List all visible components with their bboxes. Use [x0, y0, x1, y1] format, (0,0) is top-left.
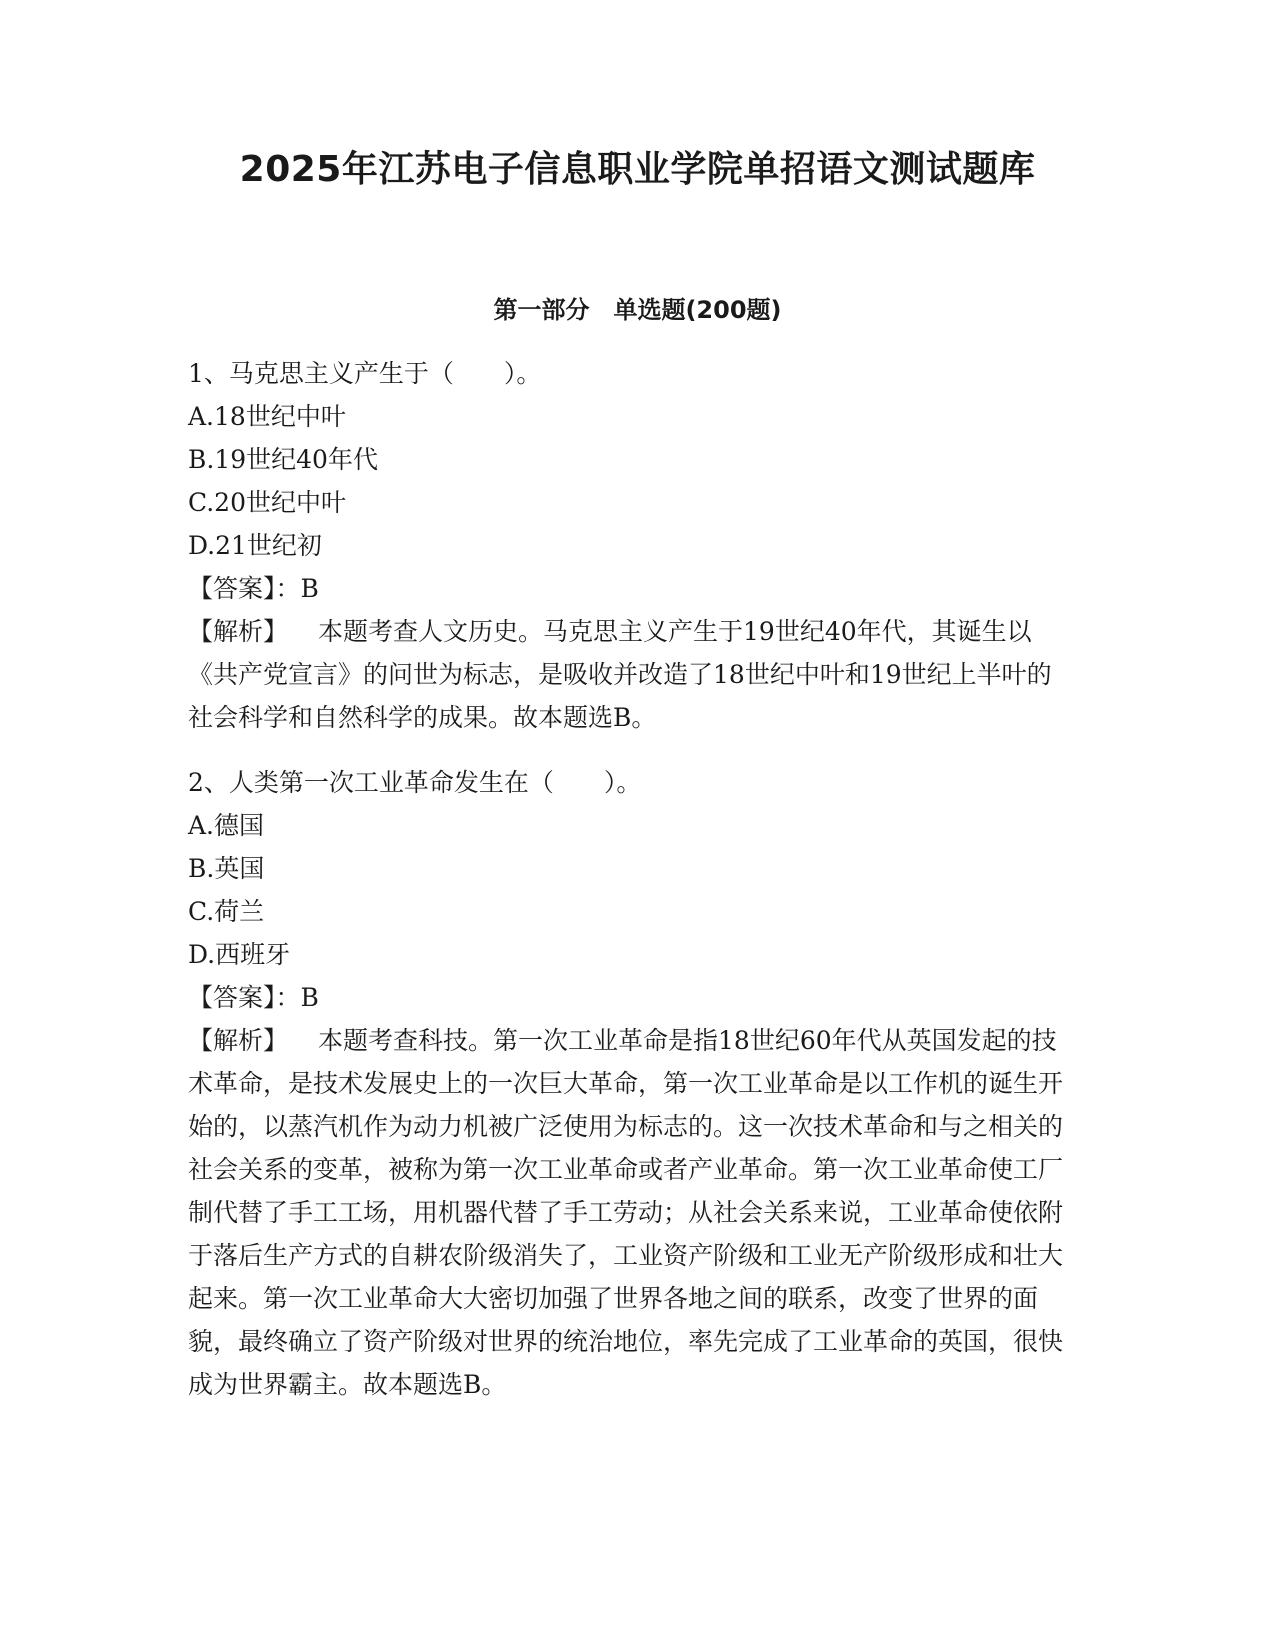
- section-title: 第一部分 单选题(200题): [493, 296, 782, 324]
- option-d: D.21世纪初: [188, 531, 322, 560]
- question-stem: 1、马克思主义产生于（ ）。: [188, 359, 542, 388]
- question-block-2: [188, 761, 1068, 1406]
- option-b: B.英国: [188, 854, 265, 883]
- explanation-paragraph: [188, 610, 1068, 739]
- explanation-label: 【解析】: [188, 1026, 289, 1055]
- answer-value: B: [300, 983, 319, 1012]
- answer-line: [188, 976, 1068, 1019]
- explanation-text: 本题考查科技。第一次工业革命是指18世纪60年代从英国发起的技术革命，是技术发展史上的一次巨大革命，第一次工业革命是以工作机的诞生开始的，以蒸汽机作为动力机被广泛使用为标志的。这一次技术革命和与之相关的社会关系的变革，被称为第一次工业革命或者产业革命。第一次工业革命使工厂制代替了手工工场，用机器代替了手工劳动；从社会关系来说，工业革命使依附于落后生产方式的自耕农阶级消失了，工业资产阶级和工业无产阶级形成和壮大起来。第一次工业革命大大密切加强了世界各地之间的联系，改变了世界的面貌，最终确立了资产阶级对世界的统治地位，率先完成了工业革命的英国，很快成为世界霸主。故本题选B。: [188, 1026, 1064, 1399]
- explanation-paragraph: [188, 1019, 1068, 1406]
- answer-label: 【答案】：: [188, 574, 301, 603]
- answer-line: [188, 567, 1068, 610]
- option-a: A.德国: [188, 811, 265, 840]
- document-title: 2025年江苏电子信息职业学院单招语文测试题库: [239, 149, 1036, 190]
- explanation-label: 【解析】: [188, 617, 289, 646]
- option-a: A.18世纪中叶: [188, 402, 346, 431]
- option-c: C.20世纪中叶: [188, 488, 346, 517]
- question-block-1: [188, 352, 1068, 739]
- option-c: C.荷兰: [188, 897, 265, 926]
- explanation-text: 本题考查人文历史。马克思主义产生于19世纪40年代，其诞生以《共产党宣言》的问世为标志，是吸收并改造了18世纪中叶和19世纪上半叶的社会科学和自然科学的成果。故本题选B。: [188, 617, 1052, 732]
- option-d: D.西班牙: [188, 940, 291, 969]
- answer-value: B: [300, 574, 319, 603]
- option-b: B.19世纪40年代: [188, 445, 378, 474]
- answer-label: 【答案】：: [188, 983, 301, 1012]
- question-stem: 2、人类第一次工业革命发生在（ ）。: [188, 768, 642, 797]
